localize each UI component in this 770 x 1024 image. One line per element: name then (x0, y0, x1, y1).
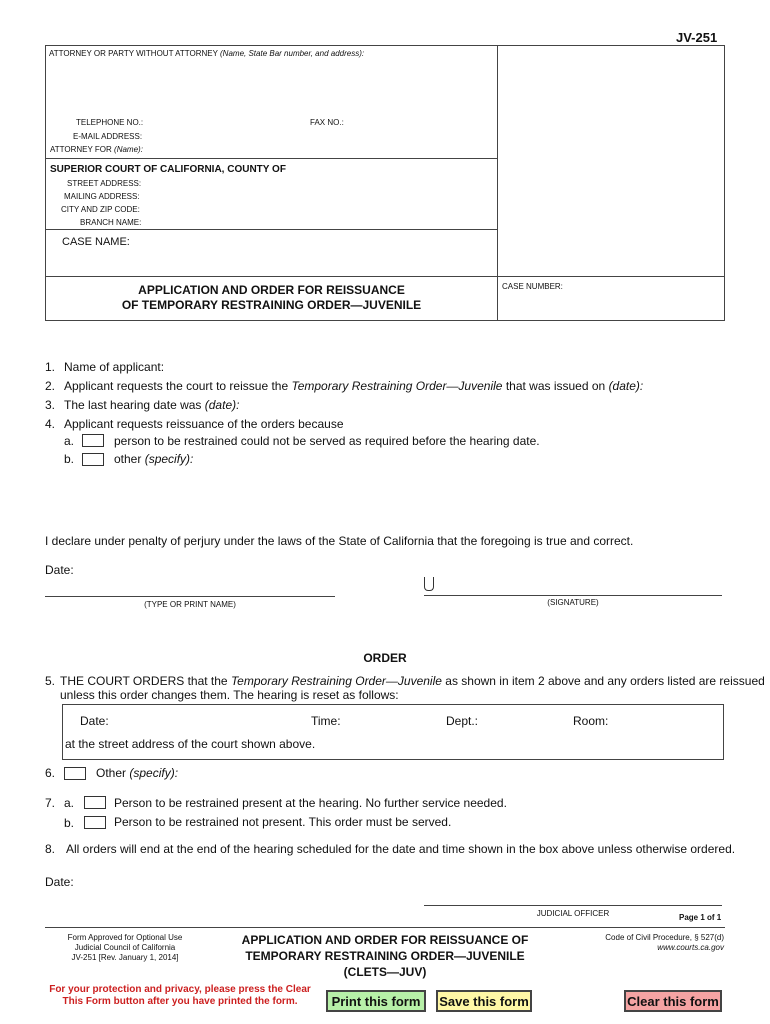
item-8-text: All orders will end at the end of the hearing scheduled for the date and time shown in the box above unless otherwise ordered. (66, 842, 736, 856)
signature-label: (SIGNATURE) (547, 598, 599, 607)
hearing-time-label: Time: (311, 714, 341, 728)
signature-mark-icon (424, 577, 434, 591)
branch-name-label: BRANCH NAME: (80, 218, 142, 227)
judicial-officer-line (424, 905, 722, 906)
footer-right: Code of Civil Procedure, § 527(d) www.courts.ca.gov (605, 933, 724, 952)
divider (45, 229, 498, 230)
item-7b-checkbox[interactable] (84, 816, 106, 829)
signature-line (424, 595, 722, 596)
item-7b-text: Person to be restrained not present. This order must be served. (114, 815, 452, 829)
attorney-for-label: ATTORNEY FOR (Name): (50, 145, 143, 154)
item-2-number: 2. (45, 379, 56, 393)
item-6-text: Other (specify): (96, 766, 179, 780)
telephone-label: TELEPHONE NO.: (76, 118, 144, 127)
court-label: SUPERIOR COURT OF CALIFORNIA, COUNTY OF (50, 164, 286, 175)
item-1-text: Name of applicant: (64, 360, 165, 374)
item-5-text-cont: unless this order changes them. The hearing is reset as follows: (60, 688, 399, 702)
item-5-number: 5. (45, 674, 56, 688)
fax-label: FAX NO.: (310, 118, 344, 127)
declaration-text: I declare under penalty of perjury under the laws of the State of California that the foregoing is true and correct. (45, 534, 634, 548)
page-number: Page 1 of 1 (679, 913, 722, 922)
item-3-text: The last hearing date was (date): (64, 398, 240, 412)
item-4b-text: other (specify): (114, 452, 194, 466)
order-date-label: Date: (45, 875, 74, 889)
judicial-officer-label: JUDICIAL OFFICER (536, 909, 610, 918)
item-4a-checkbox[interactable] (82, 434, 104, 447)
city-zip-label: CITY AND ZIP CODE: (61, 205, 140, 214)
clear-form-button[interactable]: Clear this form (624, 990, 722, 1012)
form-number: JV-251 (676, 30, 718, 45)
street-address-label: STREET ADDRESS: (67, 179, 142, 188)
item-6-checkbox[interactable] (64, 767, 86, 780)
name-line (45, 596, 335, 597)
hearing-street-text: at the street address of the court shown above. (65, 737, 316, 751)
item-1-number: 1. (45, 360, 56, 374)
date-label: Date: (45, 563, 74, 577)
print-form-button[interactable]: Print this form (326, 990, 426, 1012)
privacy-notice: For your protection and privacy, please press the Clear This Form button after you have printed the form. (49, 984, 311, 1007)
mailing-address-label: MAILING ADDRESS: (64, 192, 140, 201)
item-2-text: Applicant requests the court to reissue the Temporary Restraining Order—Juvenile that was issued on (date): (64, 379, 644, 393)
item-4b-label: b. (64, 452, 75, 466)
item-6-number: 6. (45, 766, 56, 780)
divider (45, 158, 498, 159)
item-7a-text: Person to be restrained present at the hearing. No further service needed. (114, 796, 507, 810)
item-7-number: 7. (45, 796, 56, 810)
item-4a-text: person to be restrained could not be served as required before the hearing date. (114, 434, 540, 448)
item-7b-label: b. (64, 816, 75, 830)
type-print-name-label: (TYPE OR PRINT NAME) (144, 600, 236, 609)
item-4b-checkbox[interactable] (82, 453, 104, 466)
email-label: E-MAIL ADDRESS: (73, 132, 143, 141)
item-3-number: 3. (45, 398, 56, 412)
form-title: APPLICATION AND ORDER FOR REISSUANCE OF TEMPORARY RESTRAINING ORDER—JUVENILE (121, 283, 422, 312)
footer-title: APPLICATION AND ORDER FOR REISSUANCE OF TEMPORARY RESTRAINING ORDER—JUVENILE (CLETS—JUV) (241, 933, 529, 979)
hearing-room-label: Room: (573, 714, 609, 728)
hearing-dept-label: Dept.: (446, 714, 479, 728)
save-form-button[interactable]: Save this form (436, 990, 532, 1012)
item-4-number: 4. (45, 417, 56, 431)
hearing-box (62, 704, 724, 760)
footer-left: Form Approved for Optional Use Judicial Council of California JV-251 [Rev. January 1, 2014] (67, 933, 183, 962)
clerk-stamp-box (497, 45, 725, 277)
item-7a-checkbox[interactable] (84, 796, 106, 809)
item-5-text: THE COURT ORDERS that the Temporary Restraining Order—Juvenile as shown in item 2 above and any orders listed are reissued (60, 674, 765, 688)
item-4a-label: a. (64, 434, 75, 448)
attorney-label: ATTORNEY OR PARTY WITHOUT ATTORNEY (Name, State Bar number, and address): (49, 49, 365, 58)
item-4-text: Applicant requests reissuance of the orders because (64, 417, 344, 431)
hearing-date-label: Date: (80, 714, 109, 728)
item-8-number: 8. (45, 842, 56, 856)
case-name-label: CASE NAME: (62, 236, 130, 248)
order-title: ORDER (363, 651, 407, 665)
case-number-label: CASE NUMBER: (502, 282, 563, 291)
item-7a-label: a. (64, 796, 75, 810)
footer-divider (45, 927, 725, 928)
